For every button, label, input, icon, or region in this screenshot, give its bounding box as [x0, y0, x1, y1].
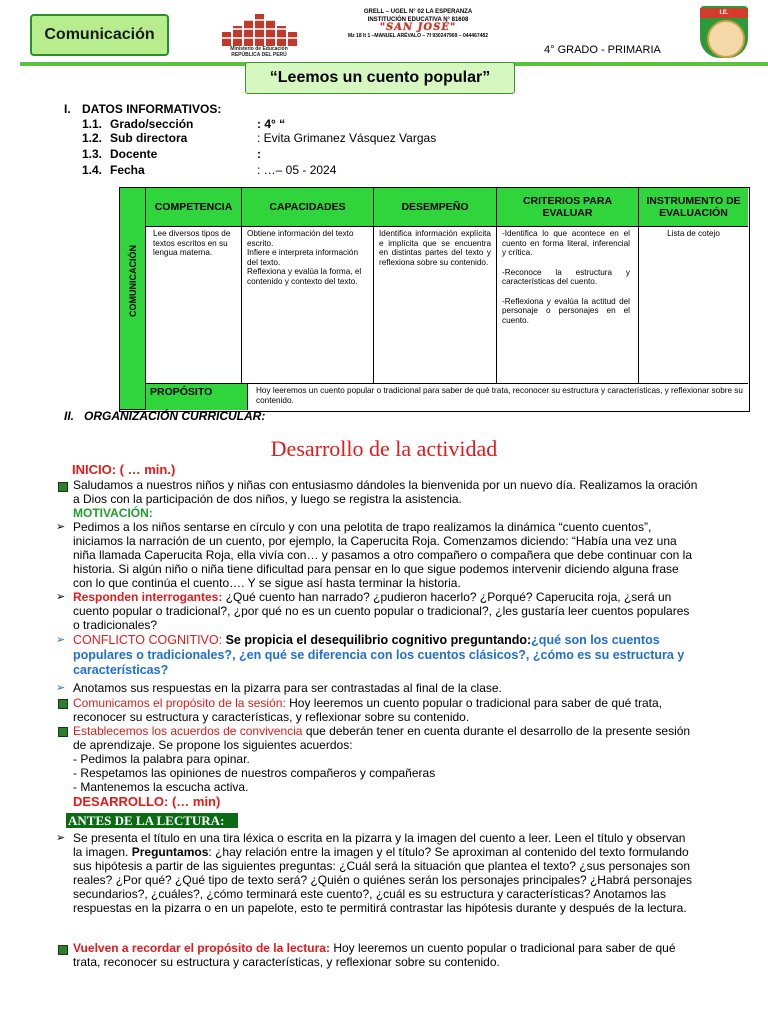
- school-name: "SAN JOSÉ": [379, 22, 457, 33]
- arrow-bullet-icon: ➢: [56, 634, 66, 646]
- interrogantes-text: ¿Qué cuento han narrado? ¿pudieron hacerlo? ¿Porqué? Caperucita roja, ¿será un cuento popular o tradicional?, ¿por qué no es un cuento popular o tradicional?, ¿les gustaría leer cuentos populares o tradicionales?: [73, 590, 690, 632]
- proposito-label: PROPÓSITO: [146, 384, 248, 410]
- header-desempeno: DESEMPEÑO: [374, 188, 497, 227]
- inicio-heading: INICIO: ( … min.): [72, 462, 176, 477]
- criterio-item: -Reflexiona y evalúa la actitud del personaje o personajes en el cuento.: [502, 296, 630, 325]
- datos-num: 1.1.: [82, 117, 103, 131]
- conflicto-label: CONFLICTO COGNITIVO:: [73, 633, 223, 647]
- cell-desempeno: Identifica información explícita e implícita que se encuentra en distintas partes del texto y reflexiona sobre su contenido.: [374, 227, 497, 384]
- acuerdos-text: que deberán tener en cuenta durante el desarrollo de la presente sesión de aprendizaje. Se propone los siguientes acuerdos:: [73, 724, 691, 752]
- grade-label: 4° GRADO - PRIMARIA: [544, 44, 661, 56]
- header-competencia: COMPETENCIA: [146, 188, 242, 227]
- datos-value: : Evita Grimanez Vásquez Vargas: [257, 131, 437, 145]
- conflicto-questions: ¿qué son los cuentos populares o tradicionales?, ¿en qué se diferencia con los cuentos clásicos?, ¿cómo es su estructura y características?: [73, 633, 685, 677]
- acuerdo-item: - Mantenemos la escucha activa.: [73, 780, 249, 794]
- acuerdo-item: - Respetamos las opiniones de nuestros compañeros y compañeras: [73, 766, 436, 780]
- comunicamos-text: Hoy leeremos un cuento popular o tradicional para saber de qué trata, reconocer su estructura y características, y reflexionar sobre su contenido.: [73, 696, 663, 724]
- org-heading: ORGANIZACIÓN CURRICULAR:: [84, 409, 266, 423]
- school-line2: INSTITUCIÓN EDUCATIVA N° 81608: [367, 17, 469, 23]
- ministry-sub: REPÚBLICA DEL PERÚ: [231, 52, 287, 58]
- subject-label: Comunicación: [44, 26, 155, 43]
- anotamos-text: Anotamos sus respuestas en la pizarra para ser contrastadas al final de la clase.: [73, 681, 502, 695]
- side-label: COMUNICACIÓN: [128, 245, 138, 317]
- comunicamos-label: Comunicamos el propósito de la sesión:: [73, 696, 286, 710]
- conflicto-bold: Se propicia el desequilibrio cognitivo preguntando:: [225, 633, 532, 647]
- arrow-bullet-icon: ➢: [56, 591, 66, 603]
- arrow-bullet-icon: ➢: [56, 832, 66, 844]
- conflicto-para: [73, 633, 698, 678]
- school-header: [318, 8, 518, 40]
- ministry-bars-icon: [220, 10, 300, 46]
- datos-value: : …– 05 - 2024: [257, 163, 337, 177]
- inicio-greeting: Saludamos a nuestros niños y niñas con entusiasmo dándoles la bienvenida por un nuevo día. Realizamos la oración a Dios con la participación de dos niños, y luego se registra la asistencia.: [73, 478, 698, 506]
- comunicamos-para: [73, 696, 698, 724]
- datos-label: Docente: [110, 147, 158, 161]
- cell-criterios: [497, 227, 639, 384]
- session-title-text: “Leemos un cuento popular”: [269, 69, 491, 86]
- datos-heading-num: I.: [64, 102, 71, 116]
- preguntamos-label: Preguntamos: [131, 845, 209, 859]
- ministry-caption: Ministerio de Educación: [230, 46, 288, 52]
- datos-num: 1.4.: [82, 163, 103, 177]
- arrow-bullet-icon: ➢: [56, 521, 66, 533]
- recordar-label: Vuelven a recordar el propósito de la lectura:: [73, 941, 330, 955]
- cell-capacidades: Obtiene información del texto escrito. Infiere e interpreta información del texto. Reflexiona y evalúa la forma, el contenido y contexto del texto.: [242, 227, 374, 384]
- square-bullet-icon: [58, 482, 68, 492]
- antes-text-a: Se presenta el título en una tira léxica o escrita en la pizarra y la imagen del cuento a leer. Leen el título y observan la imagen.: [73, 831, 686, 859]
- datos-label: Fecha: [110, 163, 145, 177]
- square-bullet-icon: [58, 699, 68, 709]
- subject-badge: [30, 14, 169, 56]
- antes-para: [73, 831, 698, 915]
- dev-title: Desarrollo de la actividad: [270, 436, 498, 461]
- competency-table: [119, 187, 750, 412]
- school-line1: GRELL – UGEL N° 02 LA ESPERANZA: [363, 9, 473, 15]
- acuerdos-label: Establecemos los acuerdos de convivencia: [73, 724, 303, 738]
- recordar-para: [73, 941, 698, 969]
- motivacion-label: MOTIVACIÓN:: [73, 506, 153, 520]
- cell-competencia: Lee diversos tipos de textos escritos en su lengua materna.: [146, 227, 242, 384]
- arrow-bullet-icon: ➢: [56, 682, 66, 694]
- antes-lectura-banner: ANTES DE LA LECTURA:: [66, 813, 238, 828]
- datos-num: 1.2.: [82, 131, 103, 145]
- datos-num: 1.3.: [82, 147, 103, 161]
- cell-instrumento: Lista de cotejo: [639, 227, 748, 384]
- datos-value: :: [257, 147, 261, 161]
- square-bullet-icon: [58, 945, 68, 955]
- crest-band: I.E.: [700, 8, 748, 18]
- criterio-item: -Identifica lo que acontece en el cuento en forma literal, inferencial y crítica.: [502, 229, 630, 257]
- datos-label: Sub directora: [110, 131, 188, 145]
- header-instrumento: INSTRUMENTO DE EVALUACIÓN: [639, 188, 748, 227]
- interrogantes-label: Responden interrogantes:: [73, 590, 223, 604]
- side-column: [120, 188, 146, 410]
- datos-label: Grado/sección: [110, 117, 194, 131]
- school-line3: Mz 18 lt 1 –MANUEL ARÉVALO – 7f 930247969 – 044467482: [348, 33, 488, 39]
- proposito-text: Hoy leeremos un cuento popular o tradicional para saber de qué trata, reconocer su estructura y características, y reflexionar sobre su contenido.: [256, 386, 743, 405]
- antes-text-b: : ¿hay relación entre la imagen y el título? Se aproximan al contenido del texto formulando sus hipótesis a partir de las siguientes preguntas: ¿Cuál será la situación que plantea el texto? ¿sus personajes son reales? ¿Por qué? ¿Qué tipo de texto será? ¿Quién o quiénes serán los personajes principales? ¿Habrá personajes secundarios?, ¿cuáles?, ¿cómo terminará este cuento?, ¿cuál es su estructura y características? Anotamos las respuestas en la pizarra o en un papelote, esto te permitirá contrastar las hipótesis durante y después de la lectura.: [73, 845, 693, 915]
- square-bullet-icon: [58, 727, 68, 737]
- header-capacidades: CAPACIDADES: [242, 188, 374, 227]
- acuerdo-item: - Pedimos la palabra para opinar.: [73, 752, 250, 766]
- acuerdos-para: [73, 724, 698, 752]
- school-crest-icon: [700, 6, 748, 58]
- ministry-logo: [216, 8, 302, 64]
- datos-heading: DATOS INFORMATIVOS:: [82, 102, 222, 116]
- header-criterios: CRITERIOS PARA EVALUAR: [497, 188, 639, 227]
- recordar-text: Hoy leeremos un cuento popular o tradicional para saber de qué trata, reconocer su estructura y características, y reflexionar sobre su contenido.: [73, 941, 676, 969]
- interrogantes-para: [73, 590, 698, 632]
- org-num: II.: [64, 409, 75, 423]
- criterio-item: -Reconoce la estructura y características del cuento.: [502, 267, 630, 286]
- datos-value: : 4° “: [257, 117, 286, 131]
- motivacion-text: Pedimos a los niños sentarse en círculo y con una pelotita de trapo realizamos la dinámica “cuento cuentos”, iniciamos la narración de un cuento, por ejemplo, la Caperucita Roja. Comenzamos diciendo: “Había una vez una niña llamada Caperucita Roja, ella vivía con… y pasamos a otro compañero o compañera que debe continuar con la historia. Si algún niño o niña tiene dificultad para pensar en lo que sigue podemos intervenir diciendo alguna frase con lo que continúa el cuento…. Y se sigue así hasta terminar la historia.: [73, 520, 693, 590]
- session-title: [245, 62, 515, 94]
- desarrollo-heading: DESARROLLO: (… min): [73, 794, 221, 809]
